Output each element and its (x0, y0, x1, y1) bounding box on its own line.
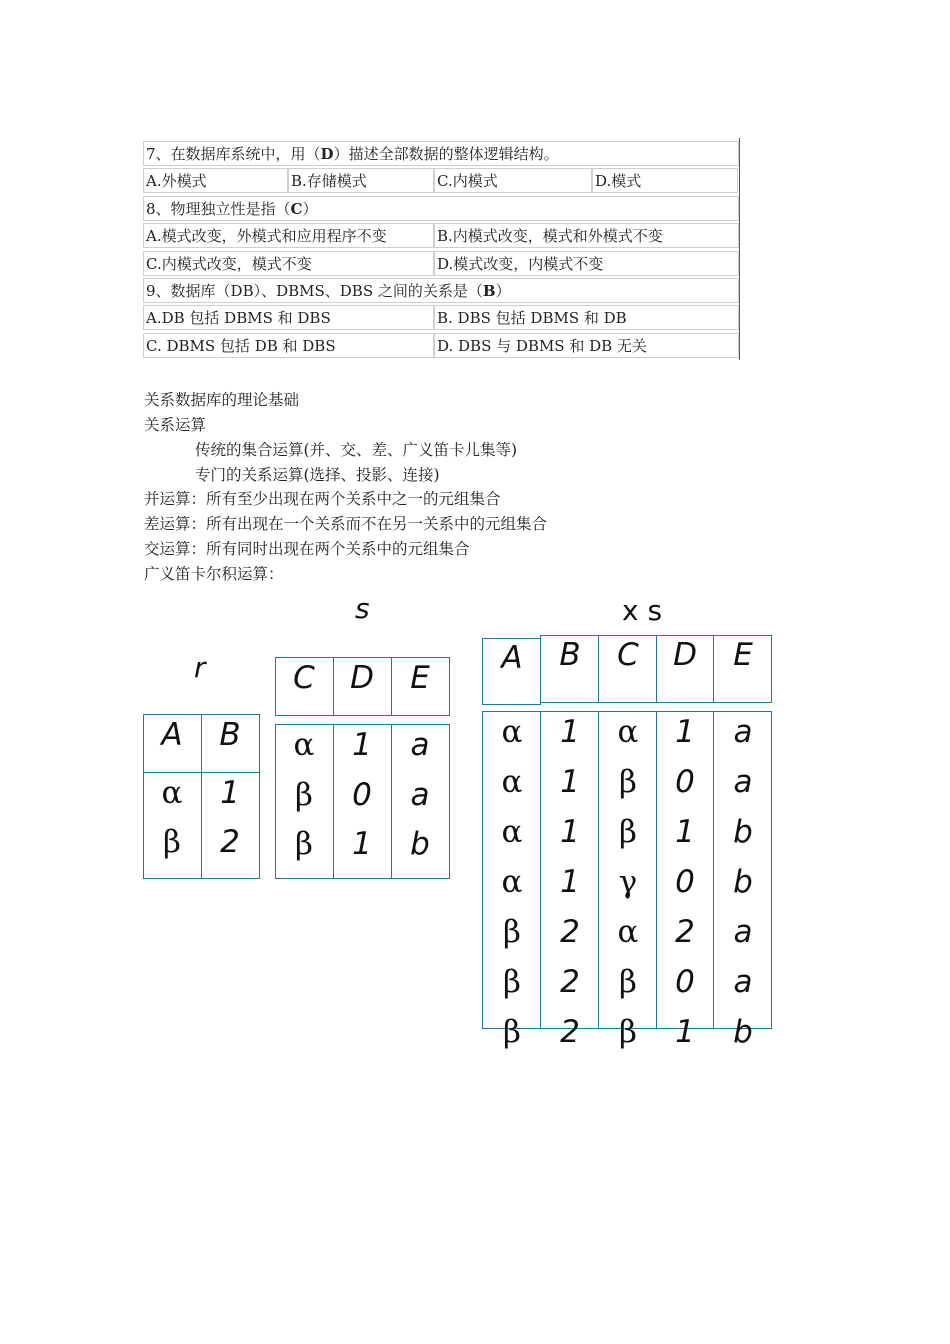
table-cell: β (619, 814, 637, 850)
table-cell: a (733, 714, 753, 750)
definition-difference: 差运算：所有出现在一个关系而不在另一关系中的元组集合 (144, 515, 548, 533)
answer-letter: D (320, 145, 334, 163)
definition-union: 并运算：所有至少出现在两个关系中之一的元组集合 (144, 490, 501, 508)
table-row (143, 168, 740, 193)
option-d: D.模式 (592, 168, 738, 193)
table-cell: β (503, 964, 521, 1000)
table-cell: 1 (675, 714, 695, 750)
header-cell: E (733, 637, 753, 673)
table-cell: 1 (560, 864, 580, 900)
answer-letter: C (290, 199, 303, 218)
option-d: D.模式改变，内模式不变 (434, 251, 739, 276)
section-subheading: 关系运算 (144, 416, 207, 434)
option-d: D. DBS 与 DBMS 和 DB 无关 (434, 333, 739, 358)
option-c: C.内模式改变，模式不变 (143, 251, 434, 276)
table-cell: 1 (675, 814, 695, 850)
option-c: C. DBMS 包括 DB 和 DBS (143, 333, 434, 358)
table-row (143, 333, 740, 358)
relation-r-label: r (194, 651, 206, 684)
table-cell: α (293, 727, 315, 763)
question-text: ） (495, 281, 511, 300)
table-cell: β (619, 964, 637, 1000)
table-cell: 0 (675, 864, 695, 900)
table-row (143, 305, 740, 330)
table-cell: 0 (352, 777, 372, 813)
option-c: C.内模式 (434, 168, 592, 193)
table-cell: 2 (560, 914, 580, 950)
table-cell: 1 (560, 764, 580, 800)
table-cell: b (733, 1014, 753, 1050)
table-cell: 0 (675, 964, 695, 1000)
header-cell: C (293, 660, 315, 696)
table-cell: b (733, 864, 753, 900)
relation-s-label: s (355, 592, 370, 625)
table-cell: 1 (352, 727, 372, 763)
quiz-table (143, 141, 740, 360)
table-cell: 1 (675, 1014, 695, 1050)
header-divider (143, 772, 260, 773)
question-8 (143, 196, 739, 221)
question-7 (143, 141, 739, 166)
question-text: ）描述全部数据的整体逻辑结构。 (333, 145, 559, 163)
table-cell: 1 (560, 714, 580, 750)
table-cell: α (617, 714, 639, 750)
table-cell: α (501, 814, 523, 850)
table-cell: a (733, 964, 753, 1000)
option-a: A.外模式 (143, 168, 288, 193)
header-cell: A (501, 640, 523, 676)
header-cell: B (219, 717, 241, 753)
table-cell: γ (618, 864, 638, 900)
table-cell: 2 (560, 1014, 580, 1050)
table-cell: 2 (220, 824, 240, 860)
table-cell: α (161, 775, 183, 811)
question-text: 8、物理独立性是指（ (146, 199, 291, 218)
table-cell: b (410, 826, 430, 862)
question-text: 9、数据库（DB）、DBMS、DBS 之间的关系是（ (146, 281, 483, 300)
option-a: A.模式改变，外模式和应用程序不变 (143, 223, 434, 248)
question-text: ） (302, 199, 318, 218)
table-row (143, 278, 740, 303)
product-label (622, 594, 662, 627)
table-cell: β (619, 1014, 637, 1050)
table-cell: 2 (675, 914, 695, 950)
option-b: B. DBS 包括 DBMS 和 DB (434, 305, 739, 330)
table-cell: 1 (560, 814, 580, 850)
table-cell: α (617, 914, 639, 950)
table-cell: α (501, 764, 523, 800)
option-a: A.DB 包括 DBMS 和 DBS (143, 305, 434, 330)
header-cell: C (617, 637, 639, 673)
header-cell: D (350, 660, 374, 696)
table-cell: 1 (352, 826, 372, 862)
table-cell: β (163, 824, 181, 860)
table-row (143, 141, 740, 166)
header-cell: D (673, 637, 697, 673)
table-cell: β (295, 777, 313, 813)
table-row (143, 196, 740, 221)
definition-intersection: 交运算：所有同时出现在两个关系中的元组集合 (144, 540, 470, 558)
answer-letter: B (482, 281, 496, 300)
option-b: B.内模式改变，模式和外模式不变 (434, 223, 739, 248)
product-label-text: x s (622, 594, 663, 627)
table-cell: b (733, 814, 753, 850)
table-cell: β (503, 1014, 521, 1050)
table-cell: β (619, 764, 637, 800)
question-text: 7、在数据库系统中，用（ (146, 145, 321, 163)
table-cell: α (501, 714, 523, 750)
list-item: 专门的关系运算(选择、投影、连接) (195, 466, 440, 484)
question-9 (143, 278, 739, 303)
table-cell: 1 (220, 775, 240, 811)
definition-cartesian: 广义笛卡尔积运算： (144, 565, 284, 583)
list-item: 传统的集合运算(并、交、差、广义笛卡儿集等) (195, 441, 518, 459)
header-cell: A (161, 717, 183, 753)
header-cell: E (410, 660, 430, 696)
table-cell: β (295, 826, 313, 862)
option-b: B.存储模式 (288, 168, 434, 193)
table-cell: β (503, 914, 521, 950)
table-cell: a (410, 777, 430, 813)
table-cell: a (410, 727, 430, 763)
header-cell: B (559, 637, 581, 673)
table-cell: 2 (560, 964, 580, 1000)
table-cell: α (501, 864, 523, 900)
table-cell: a (733, 914, 753, 950)
table-cell: 0 (675, 764, 695, 800)
section-heading: 关系数据库的理论基础 (144, 391, 300, 409)
table-cell: a (733, 764, 753, 800)
table-row (143, 251, 740, 276)
table-row (143, 223, 740, 248)
